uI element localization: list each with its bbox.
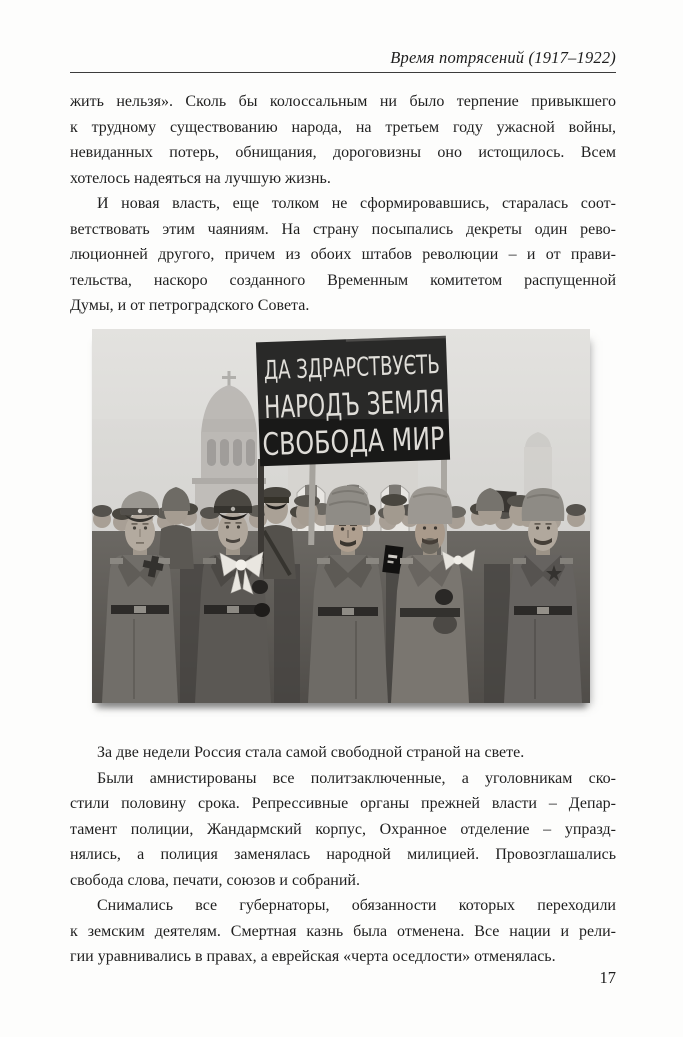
paragraph [70, 740, 616, 766]
chapter-title: Время потрясений (1917–1922) [390, 48, 616, 67]
text-line: свобода слова, печати, союзов и собраний. [70, 871, 360, 889]
banner-text-line: СВОБОДА МИР [261, 418, 500, 464]
paragraph [70, 89, 616, 191]
text-line: хотелось надеяться на лучшую жизнь. [70, 169, 331, 187]
text-line: гии уравнивались в правах, а еврейская «черта оседлости» отменялась. [70, 948, 556, 965]
text-line: За две недели Россия стала самой свободной страной на свете. [97, 744, 525, 761]
text-above-photo [70, 89, 616, 319]
text-line: Снимались все губернаторы, обязанности которых переходили [97, 897, 616, 914]
text-line: тельства, наскоро созданного Временным комитетом распущенной [70, 271, 616, 289]
page-number: 17 [599, 968, 616, 987]
paragraph [70, 191, 616, 319]
text-line: люционней другого, причем из обоих штабов революции – и от прави- [70, 246, 616, 263]
paragraph [70, 766, 616, 894]
text-line: нялись, а полиция заменялась народной милицией. Провозглашались [70, 846, 616, 863]
banner-text-line: НАРОДЪ ЗЕМЛЯ [263, 381, 524, 427]
text-line: жить нельзя». Сколь бы колоссальным ни было терпение привыкшего [70, 93, 616, 110]
text-line: к земским деятелям. Смертная казнь была отменена. Все нации и рели- [70, 922, 616, 940]
photo-light [92, 329, 590, 419]
running-header [70, 48, 616, 68]
header-rule [70, 72, 616, 73]
text-line: к трудному существованию народа, на третьем году ужасной войны, [70, 118, 616, 136]
text-line: невиданных потерь, обнищания, дороговизны оно истощилось. Всем [70, 144, 616, 161]
text-line: стили половину срока. Репрессивные органы прежней власти – Депар- [70, 795, 616, 812]
text-line: тамент полиции, Жандармский корпус, Охранное отделение – упразд- [70, 820, 616, 838]
text-line: ветствовать этим чаяниям. На страну посыпались декреты один рево- [70, 220, 616, 238]
text-line: Думы, и от петроградского Совета. [70, 297, 310, 314]
text-below-photo [70, 740, 616, 970]
banner-text-line: ДА ЗДРАРСТВУЄТЬ [263, 347, 517, 387]
historical-photograph [92, 329, 590, 703]
text-line: Были амнистированы все политзаключенные, а уголовникам ско- [97, 769, 616, 787]
paragraph [70, 893, 616, 970]
photo-illustration [92, 329, 590, 703]
text-line: И новая власть, еще толком не сформировавшись, старалась соот- [97, 195, 616, 212]
